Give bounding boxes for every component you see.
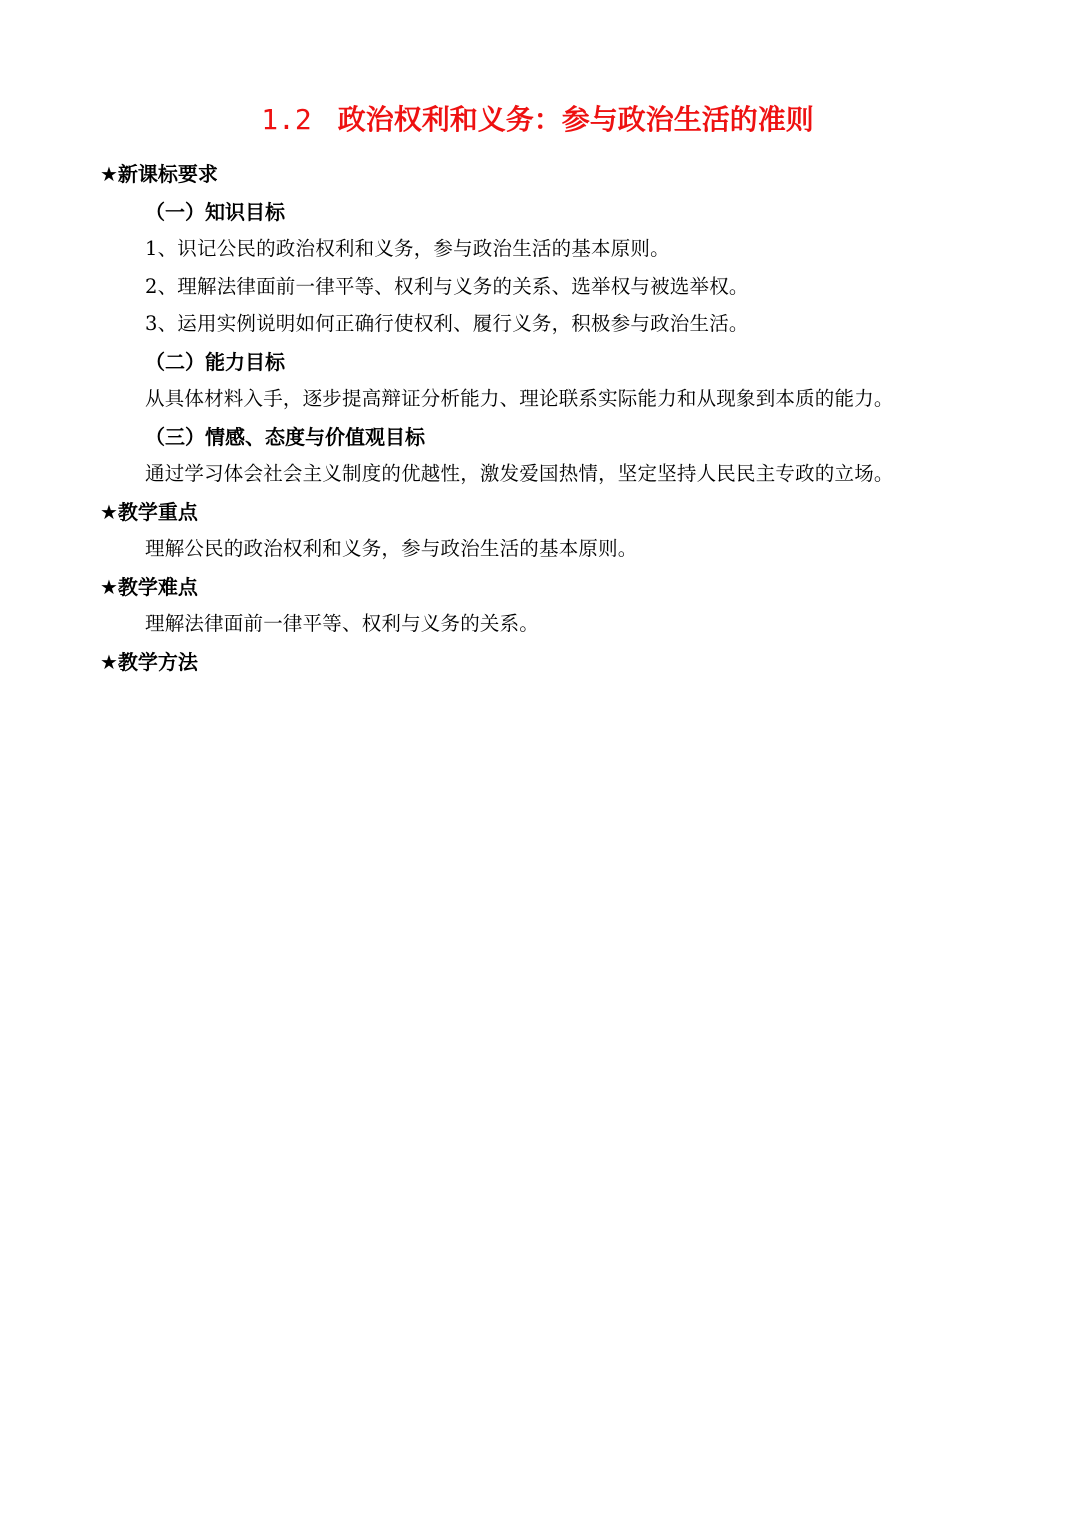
subheading-ability: （二）能力目标 [145,350,285,374]
section-heading-key-points: ★教学重点 [100,500,198,524]
knowledge-item-3: 3、运用实例说明如何正确行使权利、履行义务，积极参与政治生活。 [145,312,749,335]
difficulties-text: 理解法律面前一律平等、权利与义务的关系。 [145,612,540,635]
emotion-text: 通过学习体会社会主义制度的优越性，激发爱国热情，坚定坚持人民民主专政的立场。 [145,462,894,485]
knowledge-item-1: 1、识记公民的政治权利和义务，参与政治生活的基本原则。 [145,237,670,260]
document-title [0,100,1075,140]
section-heading-difficulties: ★教学难点 [100,575,198,599]
title-number: 1.2 [261,103,312,136]
title-text: 政治权利和义务：参与政治生活的准则 [337,103,814,136]
ability-text: 从具体材料入手，逐步提高辩证分析能力、理论联系实际能力和从现象到本质的能力。 [145,387,894,410]
knowledge-item-2: 2、理解法律面前一律平等、权利与义务的关系、选举权与被选举权。 [145,275,749,298]
key-points-text: 理解公民的政治权利和义务，参与政治生活的基本原则。 [145,537,638,560]
subheading-knowledge: （一）知识目标 [145,200,285,224]
subheading-emotion: （三）情感、态度与价值观目标 [145,425,425,449]
section-heading-requirements: ★新课标要求 [100,162,218,186]
section-heading-methods: ★教学方法 [100,650,198,674]
